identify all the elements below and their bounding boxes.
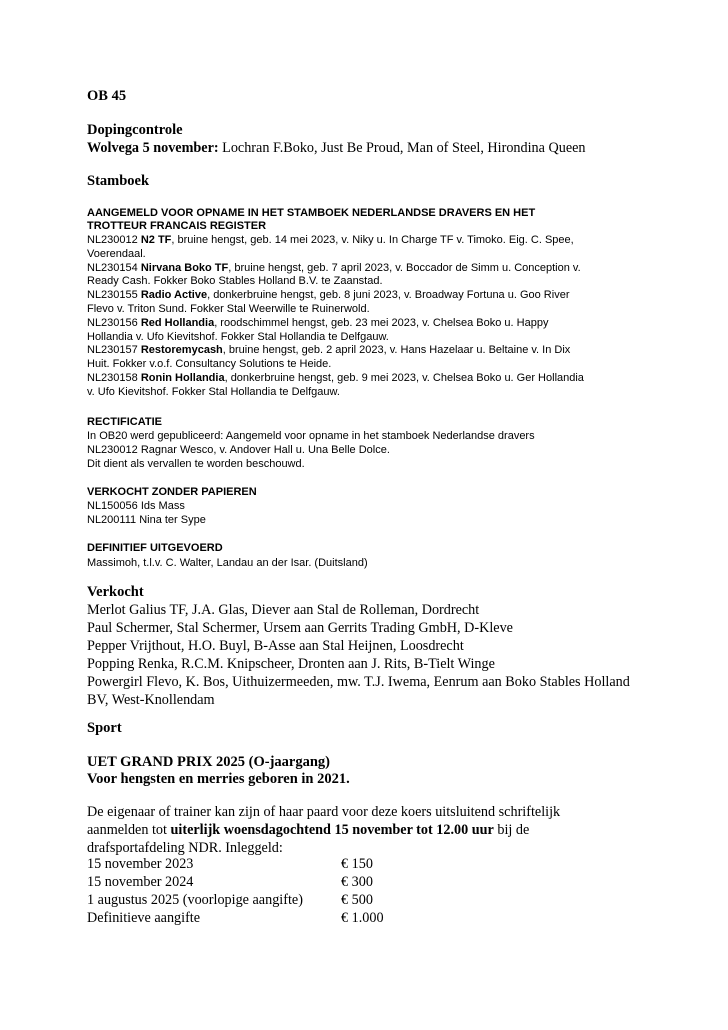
entry-text-cont: Flevo v. Triton Sund. Fokker Stal Weerwille te Ruinerwold. (87, 302, 370, 315)
registered-entry (87, 372, 584, 400)
doping-label: Wolvega 5 november: (87, 140, 219, 156)
entry-id: NL230155 (87, 289, 138, 302)
entry-id: NL230158 (87, 371, 138, 384)
entry-id: NL230156 (87, 316, 138, 329)
entry-text: , donkerbruine hengst, geb. 8 juni 2023, v. Broadway Fortuna u. Goo River (207, 289, 570, 302)
gp-title: UET GRAND PRIX 2025 (O-jaargang) (87, 754, 331, 770)
registered-heading-line2: TROTTEUR FRANCAIS REGISTER (87, 220, 267, 232)
verkocht-line: Pepper Vrijthout, H.O. Buyl, B-Asse aan Stal Heijnen, Loosdrecht (87, 638, 464, 654)
verkocht-line: Paul Schermer, Stal Schermer, Ursem aan Gerrits Trading GmbH, D-Kleve (87, 620, 513, 636)
entry-text-cont: Ready Cash. Fokker Boko Stables Holland B.V. te Zaanstad. (87, 275, 383, 288)
entry-text: , bruine hengst, geb. 2 april 2023, v. Hans Hazelaar u. Beltaine v. In Dix (222, 344, 571, 357)
fee-row (87, 874, 487, 892)
registered-entry (87, 262, 584, 290)
fee-label: 1 augustus 2025 (voorlopige aangifte) (87, 892, 303, 908)
fee-label: 15 november 2023 (87, 856, 194, 872)
registered-entries (87, 234, 584, 400)
verkocht-zonder-body (87, 500, 206, 528)
gp-subtitle: Voor hengsten en merries geboren in 2021. (87, 771, 350, 787)
rectificatie-line: Dit dient als vervallen te worden beschouwd. (87, 457, 305, 470)
entry-text-cont: v. Ufo Kievitshof. Fokker Stal Hollandia te Delfgauw. (87, 385, 340, 398)
entry-name: Radio Active (140, 289, 208, 302)
registered-heading-line1: AANGEMELD VOOR OPNAME IN HET STAMBOEK NEDERLANDSE DRAVERS EN HET (87, 207, 536, 219)
rectificatie-line: In OB20 werd gepubliceerd: Aangemeld voor opname in het stamboek Nederlandse dravers (87, 430, 535, 442)
entry-text: , roodschimmel hengst, geb. 23 mei 2023, v. Chelsea Boko u. Happy (214, 316, 549, 329)
entry-name: N2 TF (140, 234, 172, 246)
fee-label: 15 november 2024 (87, 874, 194, 890)
stamboek-heading: Stamboek (87, 173, 150, 189)
fee-amount: € 300 (341, 874, 373, 890)
gp-intro (87, 803, 560, 857)
gp-intro-line: drafsportafdeling NDR. Inleggeld: (87, 840, 283, 856)
fee-amount: € 1.000 (341, 910, 384, 926)
entry-id: NL230154 (87, 261, 138, 274)
verkocht-line: Popping Renka, R.C.M. Knipscheer, Dronten aan J. Rits, B-Tielt Winge (87, 656, 495, 672)
definitief-body (87, 557, 368, 571)
entry-id: NL230012 (87, 234, 138, 246)
entry-name: Nirvana Boko TF (140, 261, 229, 274)
gp-intro-text: aanmelden tot (87, 822, 171, 838)
fee-row (87, 856, 487, 874)
verkocht-zonder-line: NL200111 Nina ter Sype (87, 513, 206, 526)
verkocht-body (87, 601, 630, 709)
registered-heading (87, 207, 535, 233)
entry-name: Ronin Hollandia (140, 371, 225, 384)
doping-heading: Dopingcontrole (87, 122, 183, 138)
verkocht-zonder-heading: VERKOCHT ZONDER PAPIEREN (87, 486, 257, 498)
fee-row (87, 910, 487, 928)
gp-intro-text: bij de (493, 822, 530, 838)
verkocht-zonder-line: NL150056 Ids Mass (87, 500, 185, 512)
sport-heading: Sport (87, 720, 122, 736)
entry-text-cont: Voerendaal. (87, 247, 146, 260)
entry-text: , bruine hengst, geb. 7 april 2023, v. Boccador de Simm u. Conception v. (228, 261, 581, 274)
entry-id: NL230157 (87, 344, 138, 357)
document-title: OB 45 (87, 88, 127, 104)
fees-table (87, 856, 487, 928)
entry-text-cont: Huit. Fokker v.o.f. Consultancy Solutions te Heide. (87, 358, 332, 371)
registered-entry (87, 289, 584, 317)
fee-label: Definitieve aangifte (87, 910, 201, 926)
doping-line (87, 139, 586, 157)
verkocht-line: BV, West-Knollendam (87, 692, 215, 708)
entry-text: , donkerbruine hengst, geb. 9 mei 2023, v. Chelsea Boko u. Ger Hollandia (224, 371, 584, 384)
gp-intro-line (87, 821, 560, 839)
fee-amount: € 150 (341, 856, 373, 872)
gp-intro-line: De eigenaar of trainer kan zijn of haar paard voor deze koers uitsluitend schriftelijk (87, 804, 561, 820)
verkocht-line: Merlot Galius TF, J.A. Glas, Diever aan Stal de Rolleman, Dordrecht (87, 602, 480, 618)
rectificatie-heading: RECTIFICATIE (87, 416, 162, 428)
rectificatie-line: NL230012 Ragnar Wesco, v. Andover Hall u. Una Belle Dolce. (87, 443, 390, 456)
entry-text: , bruine hengst, geb. 14 mei 2023, v. Niky u. In Charge TF v. Timoko. Eig. C. Spee, (171, 234, 574, 246)
fee-amount: € 500 (341, 892, 373, 908)
definitief-heading: DEFINITIEF UITGEVOERD (87, 542, 223, 554)
verkocht-heading: Verkocht (87, 584, 144, 600)
registered-entry (87, 344, 584, 372)
entry-name: Red Hollandia (140, 316, 215, 329)
registered-entry (87, 317, 584, 345)
fee-row (87, 892, 487, 910)
registered-entry (87, 234, 584, 262)
doping-text: Lochran F.Boko, Just Be Proud, Man of Steel, Hirondina Queen (218, 140, 586, 156)
verkocht-line: Powergirl Flevo, K. Bos, Uithuizermeeden, mw. T.J. Iwema, Eenrum aan Boko Stables Holland (87, 674, 630, 690)
definitief-line: Massimoh, t.l.v. C. Walter, Landau an der Isar. (Duitsland) (87, 557, 368, 569)
gp-deadline: uiterlijk woensdagochtend 15 november tot 12.00 uur (170, 822, 494, 838)
rectificatie-body (87, 430, 535, 471)
entry-name: Restoremycash (140, 344, 223, 357)
entry-text-cont: Hollandia v. Ufo Kievitshof. Fokker Stal Hollandia te Delfgauw. (87, 330, 389, 343)
